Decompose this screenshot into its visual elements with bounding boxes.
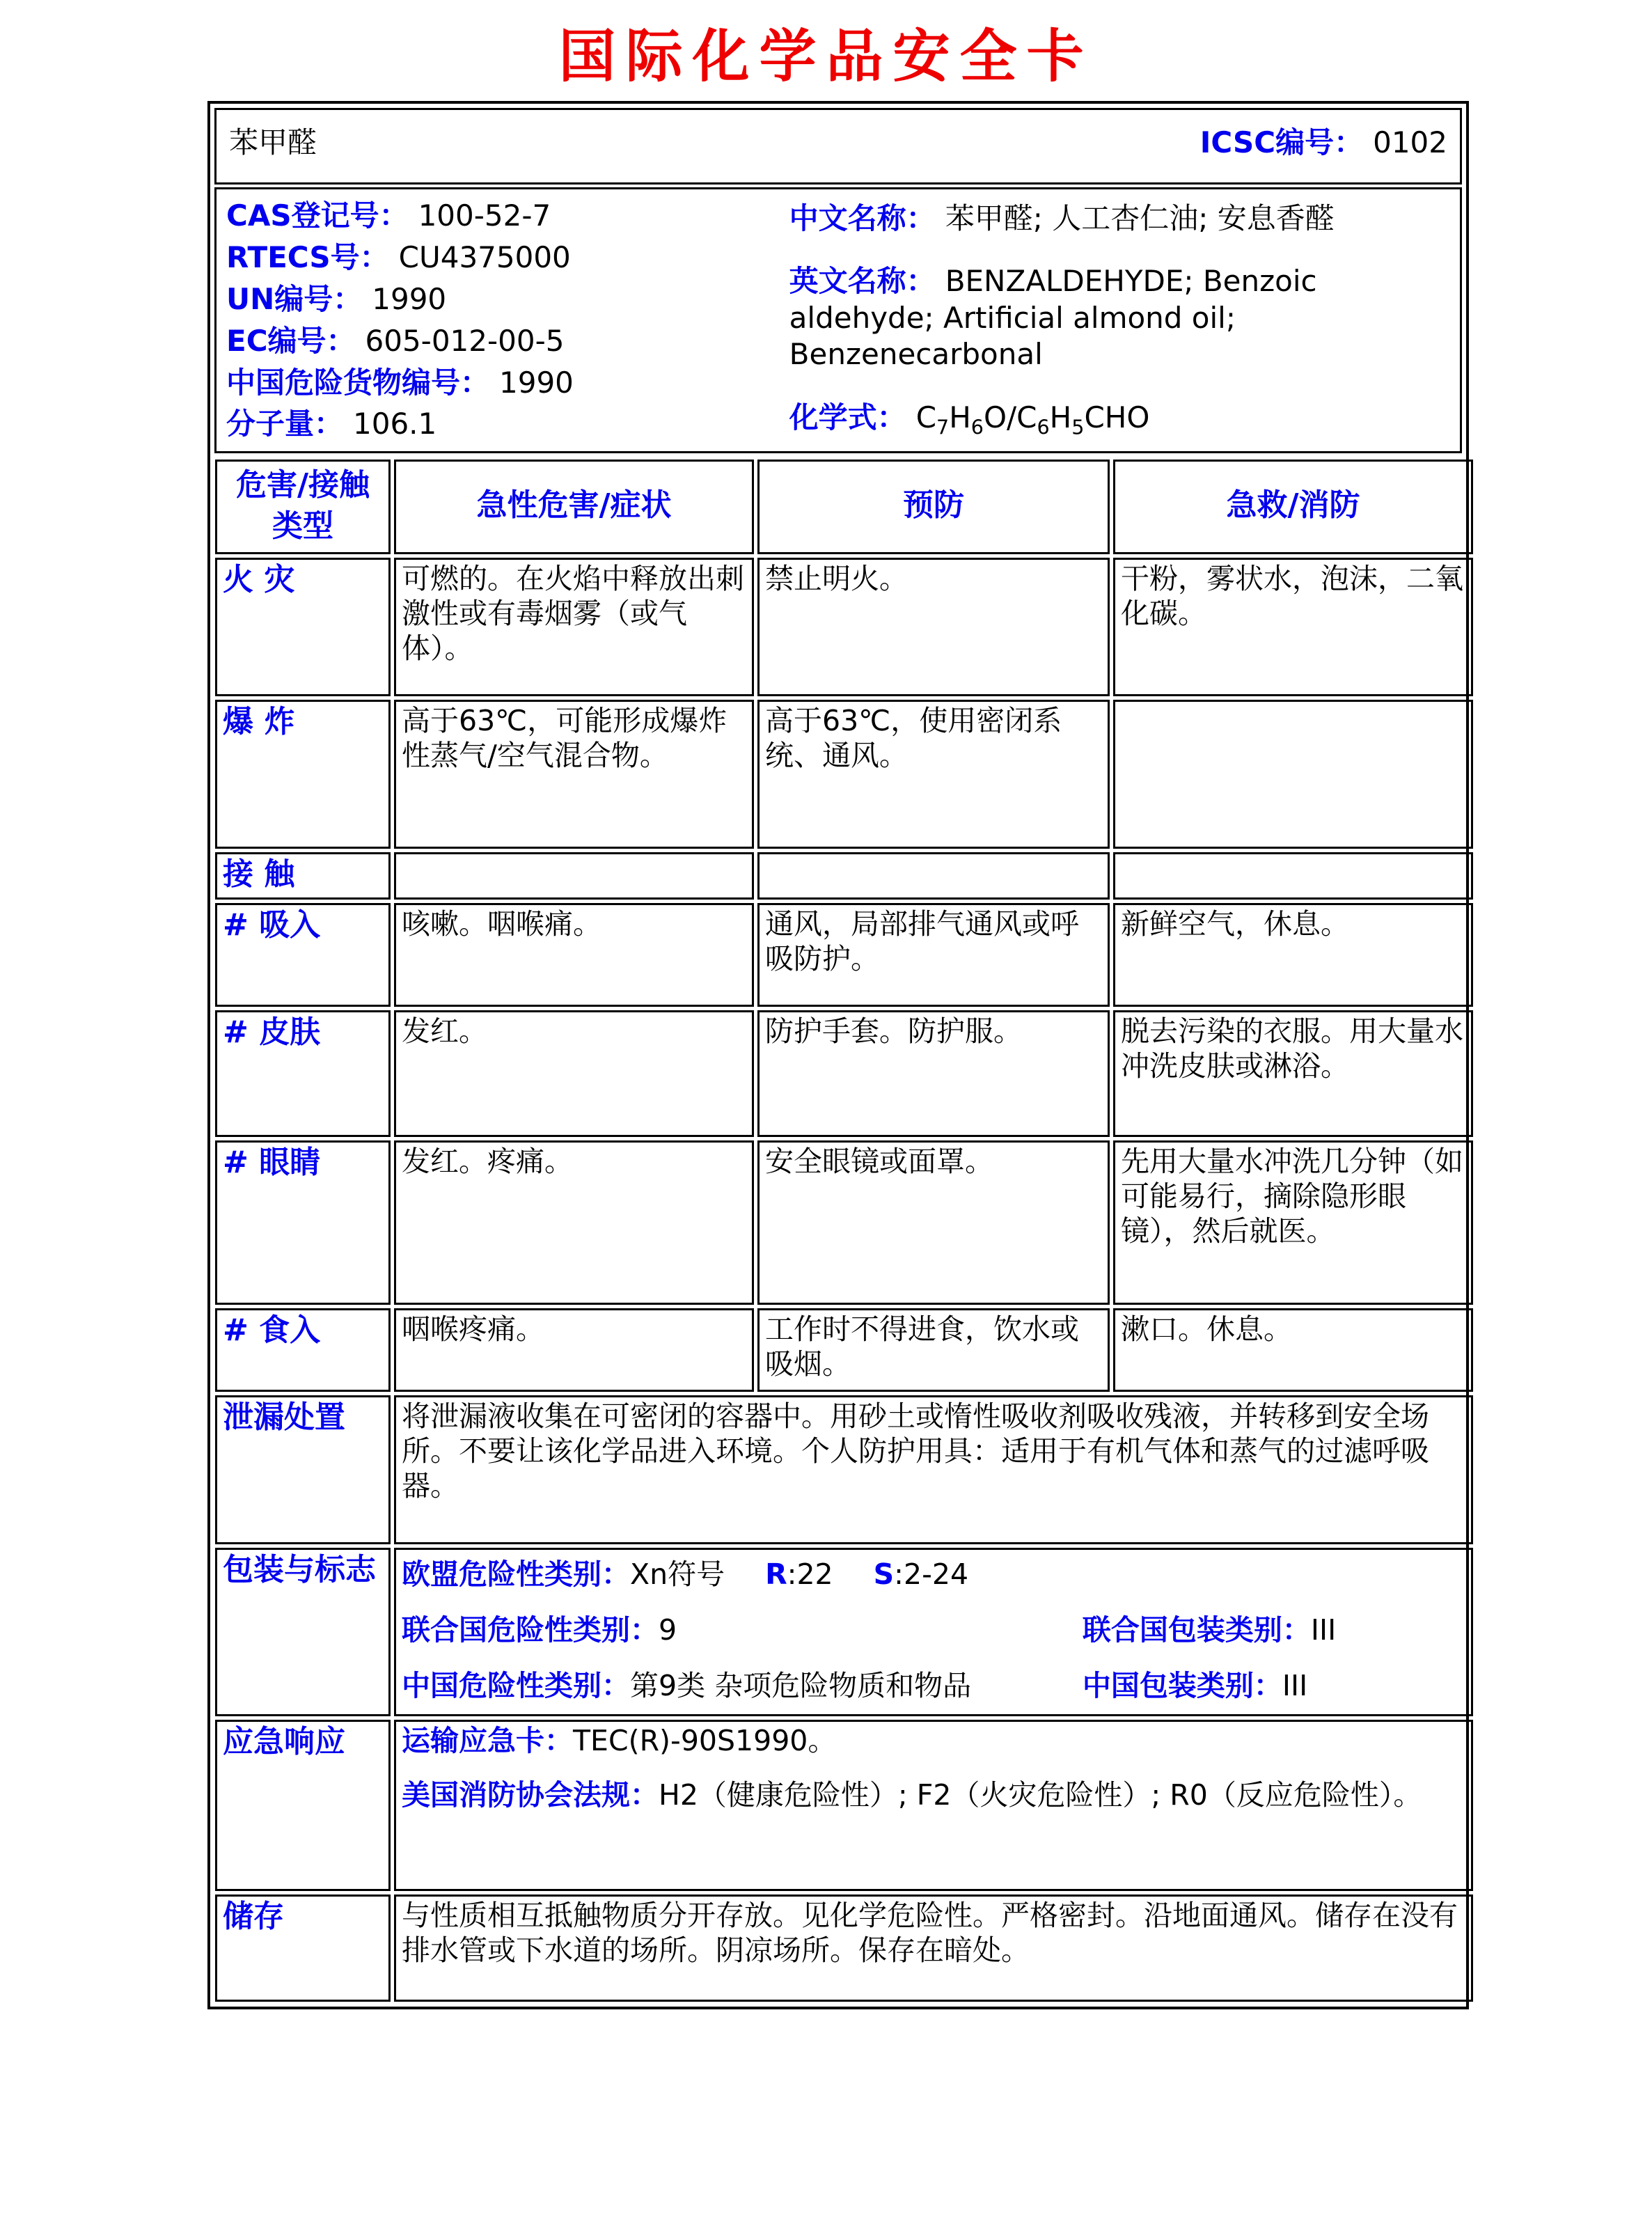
china-hazard-class-group: [402, 1668, 1083, 1703]
icsc-number-group: [1200, 120, 1447, 162]
icsc-document: [0, 11, 1652, 2009]
explosion-response: [1113, 700, 1473, 849]
names-block: [789, 198, 1450, 443]
rtecs-number-line: [226, 240, 789, 276]
eyes-prevention: 安全眼镜或面罩。: [757, 1140, 1110, 1305]
packaging-labelling-row: [215, 1548, 1473, 1716]
eu-hazard-class-value: Xn符号: [630, 1557, 725, 1591]
emergency-response-row: [215, 1720, 1473, 1891]
cas-number-line: [226, 198, 789, 235]
icsc-label: ICSC编号：: [1199, 125, 1364, 159]
page-title: 国际化学品安全卡: [558, 23, 1094, 90]
china-dg-value: 1990: [499, 365, 574, 400]
molecular-weight-line: [226, 406, 789, 443]
r-phrase-label: R: [765, 1557, 787, 1591]
eyes-response: 先用大量水冲洗几分钟（如可能易行，摘除隐形眼镜），然后就医。: [1113, 1140, 1473, 1305]
un-packing-group: [1083, 1613, 1465, 1647]
fire-label: 火 灾: [215, 558, 391, 696]
storage-row: [215, 1894, 1473, 2002]
ec-number-line: [226, 323, 789, 360]
packaging-labelling-cell: [394, 1548, 1473, 1716]
header-hazard-type: [215, 460, 391, 554]
eu-hazard-class-label: 欧盟危险性类别：: [402, 1557, 630, 1591]
card-header-row: [214, 108, 1462, 185]
nfpa-code-line: [402, 1778, 1465, 1812]
ingestion-response: 漱口。休息。: [1113, 1308, 1473, 1392]
un-label: UN编号：: [226, 281, 363, 316]
un-packing-value: III: [1310, 1613, 1337, 1647]
spill-disposal-row: [215, 1395, 1473, 1544]
identifier-list: [226, 198, 789, 443]
un-value: 1990: [372, 281, 447, 316]
formula-label: 化学式：: [789, 400, 906, 434]
cas-label: CAS登记号：: [226, 198, 409, 233]
ingestion-prevention: 工作时不得进食，饮水或吸烟。: [757, 1308, 1110, 1392]
inhalation-prevention: 通风，局部排气通风或呼吸防护。: [757, 903, 1110, 1007]
english-name-label: 英文名称：: [789, 264, 936, 299]
icsc-value: 0102: [1373, 125, 1447, 159]
identifiers-section: [214, 187, 1462, 453]
ingestion-symptoms: 咽喉疼痛。: [394, 1308, 754, 1392]
rtecs-value: CU4375000: [398, 240, 571, 274]
spill-disposal-text: 将泄漏液收集在可密闭的容器中。用砂土或惰性吸收剂吸收残液，并转移到安全场所。不要让该化学品进入环境。个人防护用具：适用于有机气体和蒸气的过滤呼吸器。: [394, 1395, 1473, 1544]
header-response: 急救/消防: [1113, 460, 1473, 554]
formula-line: [789, 400, 1446, 440]
packaging-labelling-label: 包装与标志: [215, 1548, 391, 1716]
inhalation-response: 新鲜空气，休息。: [1113, 903, 1473, 1007]
chinese-name-line: [789, 201, 1446, 237]
emergency-response-label: 应急响应: [215, 1720, 391, 1891]
hazard-table: [212, 456, 1477, 2005]
contact-response: [1113, 852, 1473, 900]
fire-row: [215, 558, 1473, 696]
un-hazard-class-group: [402, 1613, 1083, 1647]
english-name-value: BENZALDEHYDE; Benzoic aldehyde; Artificial almond oil; Benzenecarbonal: [789, 264, 1317, 372]
china-packing-value: III: [1282, 1668, 1308, 1702]
skin-prevention: 防护手套。防护服。: [757, 1010, 1110, 1137]
eyes-symptoms: 发红。疼痛。: [394, 1140, 754, 1305]
china-dg-number-line: [226, 365, 789, 402]
un-hazard-class-value: 9: [659, 1613, 677, 1647]
china-hazard-class-value: 第9类 杂项危险物质和物品: [630, 1668, 972, 1702]
ec-label: EC编号：: [226, 323, 356, 358]
skin-symptoms: 发红。: [394, 1010, 754, 1137]
header-prevention: 预防: [757, 460, 1110, 554]
inhalation-symptoms: 咳嗽。咽喉痛。: [394, 903, 754, 1007]
skin-row: [215, 1010, 1473, 1137]
nfpa-code-value: H2（健康危险性）; F2（火灾危险性）; R0（反应危险性）。: [659, 1778, 1422, 1812]
contact-prevention: [757, 852, 1110, 900]
explosion-label: 爆 炸: [215, 700, 391, 849]
skin-label: # 皮肤: [215, 1010, 391, 1137]
contact-symptoms: [394, 852, 754, 900]
ingestion-label: # 食入: [215, 1308, 391, 1392]
fire-symptoms: 可燃的。在火焰中释放出刺激性或有毒烟雾（或气体）。: [394, 558, 754, 696]
english-name-line: [789, 263, 1446, 373]
un-hazard-class-label: 联合国危险性类别：: [402, 1613, 659, 1647]
r-phrase-value: :22: [787, 1557, 833, 1591]
substance-name: 苯甲醛: [229, 125, 317, 159]
china-dg-label: 中国危险货物编号：: [226, 365, 490, 400]
un-class-line: [402, 1613, 1465, 1647]
eyes-row: [215, 1140, 1473, 1305]
china-hazard-class-label: 中国危险性类别：: [402, 1668, 630, 1702]
eyes-label: # 眼睛: [215, 1140, 391, 1305]
safety-card: [207, 101, 1469, 2009]
ec-value: 605-012-00-5: [365, 323, 565, 358]
chinese-name-label: 中文名称：: [789, 201, 936, 235]
molecular-weight-label: 分子量：: [226, 407, 344, 441]
header-hazard-type-line1: 危害/接触: [235, 466, 370, 503]
nfpa-code-label: 美国消防协会法规：: [402, 1778, 659, 1812]
spill-disposal-label: 泄漏处置: [215, 1395, 391, 1544]
header-hazard-type-line2: 类型: [272, 508, 333, 544]
transport-emergency-card-value: TEC(R)-90S1990。: [573, 1723, 837, 1757]
explosion-symptoms: 高于63℃，可能形成爆炸性蒸气/空气混合物。: [394, 700, 754, 849]
cas-value: 100-52-7: [418, 198, 551, 233]
transport-emergency-card-line: [402, 1723, 1465, 1758]
inhalation-row: [215, 903, 1473, 1007]
rtecs-label: RTECS号：: [226, 240, 389, 274]
un-number-line: [226, 281, 789, 318]
china-class-line: [402, 1668, 1465, 1703]
explosion-prevention: 高于63℃，使用密闭系统、通风。: [757, 700, 1110, 849]
explosion-row: [215, 700, 1473, 849]
ingestion-row: [215, 1308, 1473, 1392]
eu-hazard-class-line: [402, 1557, 1465, 1592]
s-phrase-value: :2-24: [894, 1557, 969, 1591]
chemical-formula: $C_7H_6O/C_6H_5CHO$: [915, 400, 1150, 439]
fire-response: 干粉，雾状水，泡沫，二氧化碳。: [1113, 558, 1473, 696]
hazard-header-row: [215, 460, 1473, 554]
storage-label: 储存: [215, 1894, 391, 2002]
inhalation-label: # 吸入: [215, 903, 391, 1007]
skin-response: 脱去污染的衣服。用大量水冲洗皮肤或淋浴。: [1113, 1010, 1473, 1137]
storage-text: 与性质相互抵触物质分开存放。见化学危险性。严格密封。沿地面通风。储存在没有排水管或下水道的场所。阴凉场所。保存在暗处。: [394, 1894, 1473, 2002]
un-packing-label: 联合国包装类别：: [1082, 1613, 1311, 1647]
molecular-weight-value: 106.1: [353, 407, 437, 441]
emergency-response-cell: [394, 1720, 1473, 1891]
china-packing-label: 中国包装类别：: [1082, 1668, 1282, 1702]
china-packing-group: [1083, 1668, 1465, 1703]
contact-row: [215, 852, 1473, 900]
contact-label: 接 触: [215, 852, 391, 900]
s-phrase-label: S: [873, 1557, 895, 1591]
fire-prevention: 禁止明火。: [757, 558, 1110, 696]
transport-emergency-card-label: 运输应急卡：: [402, 1723, 573, 1757]
header-symptoms: 急性危害/症状: [394, 460, 754, 554]
chinese-name-value: 苯甲醛; 人工杏仁油; 安息香醛: [945, 201, 1335, 235]
